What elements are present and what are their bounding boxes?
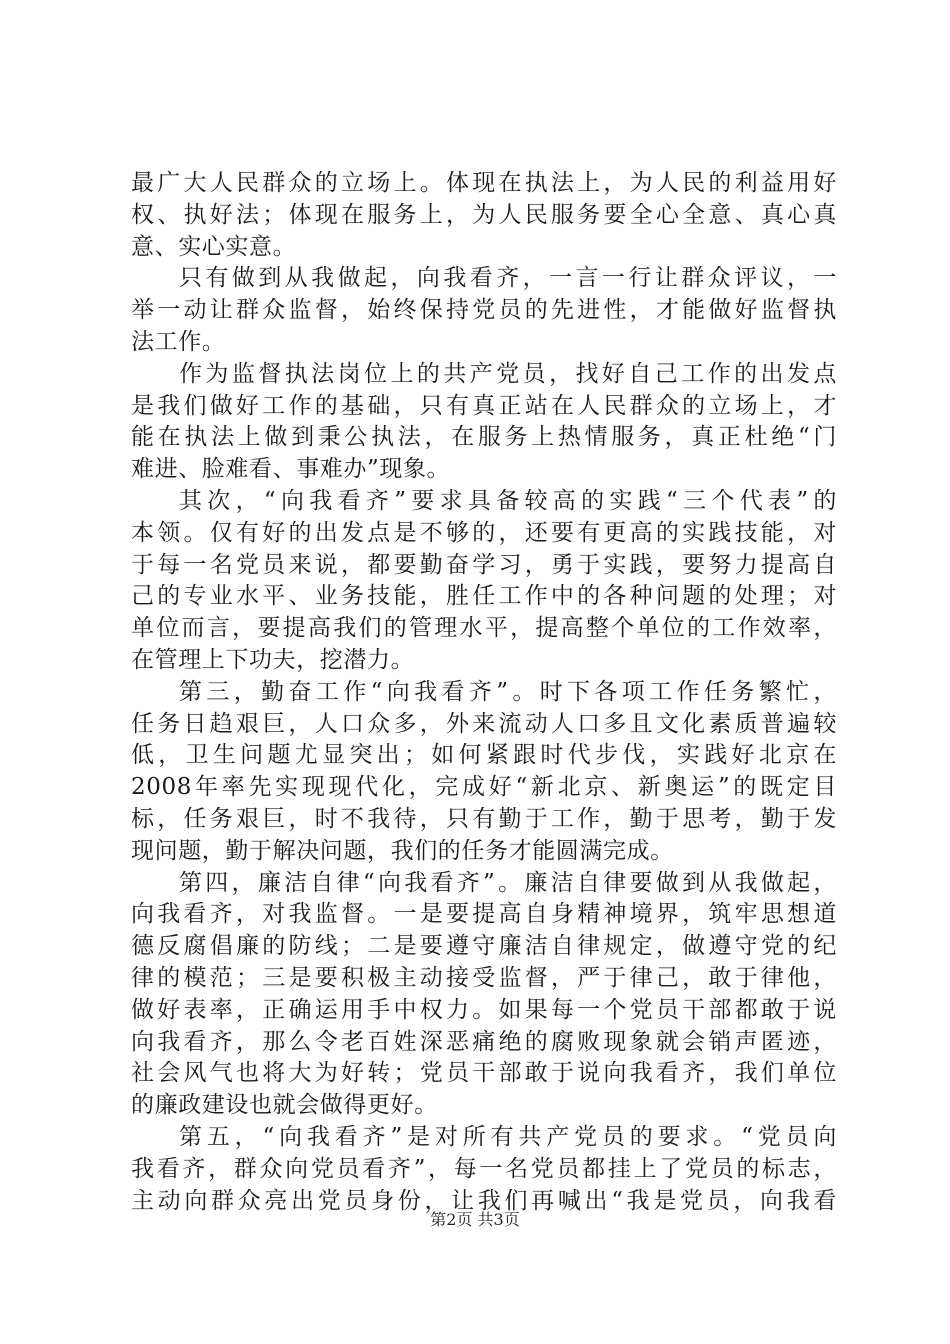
paragraph-first-line: 作为监督执法岗位上的共产党员，找好自己工作的出发点 xyxy=(179,360,837,387)
text-line: 标，任务艰巨，时不我待，只有勤于工作，勤于思考，勤于发 xyxy=(131,805,837,832)
text-line: 任务日趋艰巨，人口众多，外来流动人口多且文化素质普遍较 xyxy=(131,710,837,737)
text-line: 能在执法上做到秉公执法，在服务上热情服务，真正杜绝“门 xyxy=(131,424,837,451)
text-line: 法工作。 xyxy=(131,328,226,355)
text-line: 是我们做好工作的基础，只有真正站在人民群众的立场上，才 xyxy=(131,392,837,419)
text-line: 在管理上下功夫，挖潜力。 xyxy=(131,646,415,673)
paragraph-first-line: 只有做到从我做起，向我看齐，一言一行让群众评议，一 xyxy=(179,265,837,292)
page-number-indicator: 第2页 共3页 xyxy=(430,1210,520,1229)
paragraph-first-line: 其次，“向我看齐”要求具备较高的实践“三个代表”的 xyxy=(179,487,837,514)
text-line: 举一动让群众监督，始终保持党员的先进性，才能做好监督执 xyxy=(131,297,837,324)
body-text xyxy=(131,168,837,1217)
text-line: 2008年率先实现现代化，完成好“新北京、新奥运”的既定目 xyxy=(131,774,837,801)
text-line: 己的专业水平、业务技能，胜任工作中的各种问题的处理；对 xyxy=(131,583,837,610)
text-line: 于每一名党员来说，都要勤奋学习，勇于实践，要努力提高自 xyxy=(131,551,837,578)
text-line: 做好表率，正确运用手中权力。如果每一个党员干部都敢于说 xyxy=(131,996,837,1023)
page-footer xyxy=(0,1210,950,1230)
text-line: 低，卫生问题尤显突出；如何紧跟时代步伐，实践好北京在 xyxy=(131,742,837,769)
text-line: 的廉政建设也就会做得更好。 xyxy=(131,1092,438,1119)
text-line: 意、实心实意。 xyxy=(131,233,297,260)
text-line: 社会风气也将大为好转；党员干部敢于说向我看齐，我们单位 xyxy=(131,1060,837,1087)
text-line: 本领。仅有好的出发点是不够的，还要有更高的实践技能，对 xyxy=(131,519,837,546)
paragraph-first-line: 第四，廉洁自律“向我看齐”。廉洁自律要做到从我做起， xyxy=(179,869,837,896)
text-line: 我看齐，群众向党员看齐”，每一名党员都挂上了党员的标志， xyxy=(131,1155,837,1182)
text-line: 律的模范；三是要积极主动接受监督，严于律己，敢于律他， xyxy=(131,964,837,991)
text-line: 德反腐倡廉的防线；二是要遵守廉洁自律规定，做遵守党的纪 xyxy=(131,933,837,960)
text-line: 向我看齐，那么令老百姓深恶痛绝的腐败现象就会销声匿迹， xyxy=(131,1028,837,1055)
text-line: 最广大人民群众的立场上。体现在执法上，为人民的利益用好 xyxy=(131,170,837,196)
paragraph-first-line: 第五，“向我看齐”是对所有共产党员的要求。“党员向 xyxy=(179,1123,837,1150)
text-line: 单位而言，要提高我们的管理水平，提高整个单位的工作效率， xyxy=(131,615,837,642)
paragraph-first-line: 第三，勤奋工作“向我看齐”。时下各项工作任务繁忙， xyxy=(179,678,837,705)
text-line: 权、执好法；体现在服务上，为人民服务要全心全意、真心真 xyxy=(131,201,837,228)
text-line: 主动向群众亮出党员身份，让我们再喊出“我是党员，向我看 xyxy=(131,1187,837,1214)
text-line: 向我看齐，对我监督。一是要提高自身精神境界，筑牢思想道 xyxy=(131,901,837,928)
text-line: 现问题，勤于解决问题，我们的任务才能圆满完成。 xyxy=(131,837,674,864)
text-line: 难进、脸难看、事难办”现象。 xyxy=(131,456,451,483)
